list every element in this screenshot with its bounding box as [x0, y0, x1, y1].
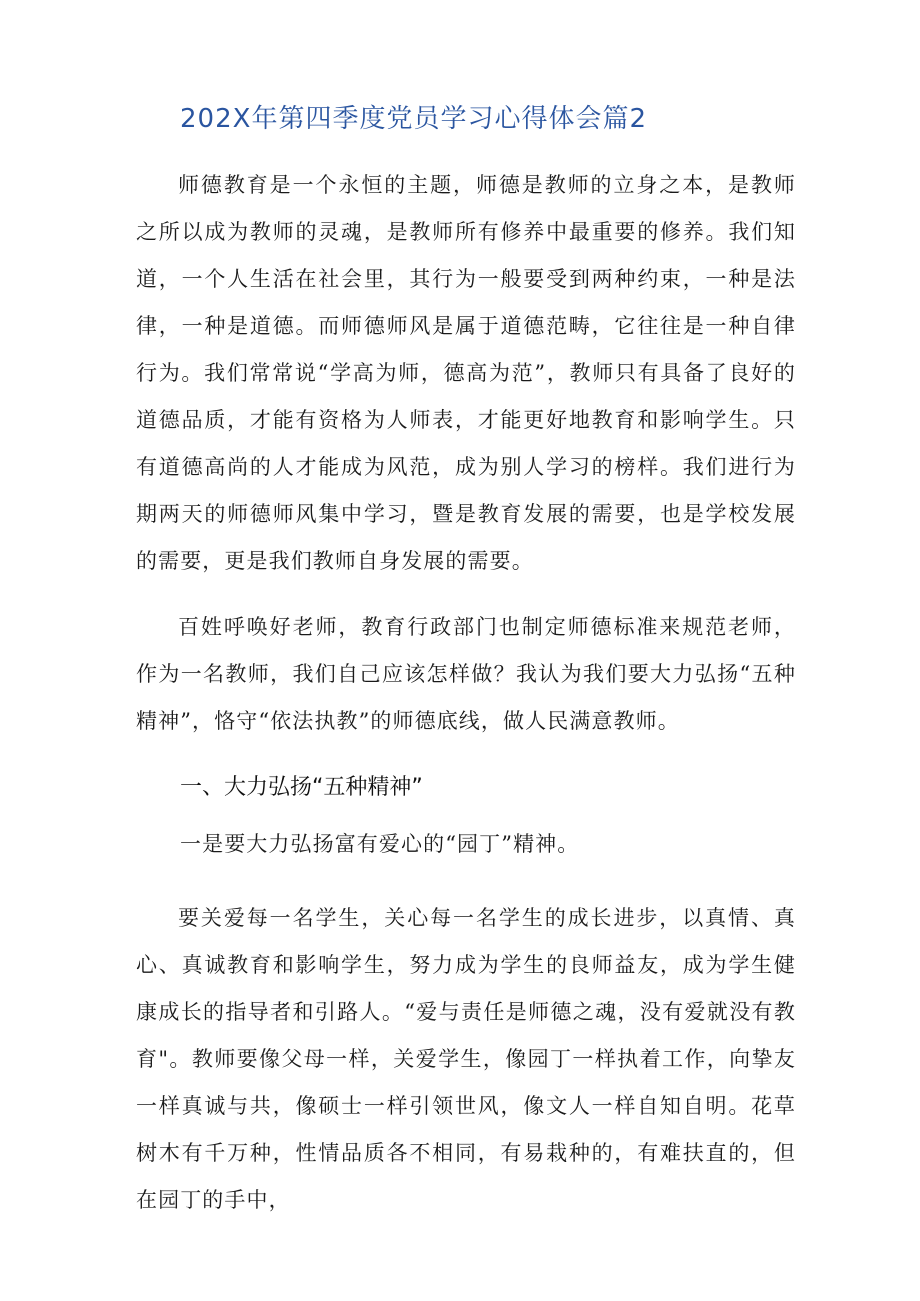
document-title: 202X年第四季度党员学习心得体会篇2: [180, 104, 647, 134]
paragraph-3-text: 要关爱每一名学生，关心每一名学生的成长进步，以真情、真心、真诚教育和影响学生，努力成为学生的良师益友，成为学生健康成长的指导者和引路人。“爱与责任是师德之魂，没有爱就没有教育"。教师要像父母一样，关爱学生，像园丁一样执着工作，向挚友一样真诚与共，像硕士一样引领世风，像文人一样自知自明。花草树木有千万种，性情品质各不相同，有易栽种的，有难扶直的，但在园丁的手中，: [136, 906, 796, 1212]
subpoint-gardener-spirit: 一是要大力弘扬富有爱心的“园丁”精神。: [180, 832, 580, 856]
paragraph-1-text: 师德教育是一个永恒的主题，师德是教师的立身之本，是教师之所以成为教师的灵魂，是教师所有修养中最重要的修养。我们知道，一个人生活在社会里，其行为一般要受到两种约束，一种是法律，一种是道德。而师德师风是属于道德范畴，它往往是一种自律行为。我们常常说“学高为师，德高为范”，教师只有具备了良好的道德品质，才能有资格为人师表，才能更好地教育和影响学生。只有道德高尚的人才能成为风范，成为别人学习的榜样。我们进行为期两天的师德师风集中学习，暨是教育发展的需要，也是学校发展的需要，更是我们教师自身发展的需要。: [136, 173, 796, 573]
paragraph-care: [136, 895, 796, 1224]
paragraph-intro: [136, 162, 796, 585]
paragraph-appeal: [136, 604, 796, 745]
section-heading: 一、大力弘扬“五种精神”: [180, 775, 423, 800]
paragraph-2-text: 百姓呼唤好老师，教育行政部门也制定师德标准来规范老师，作为一名教师，我们自己应该怎样做？我认为我们要大力弘扬“五种精神”，恪守“依法执教”的师德底线，做人民满意教师。: [136, 615, 796, 733]
